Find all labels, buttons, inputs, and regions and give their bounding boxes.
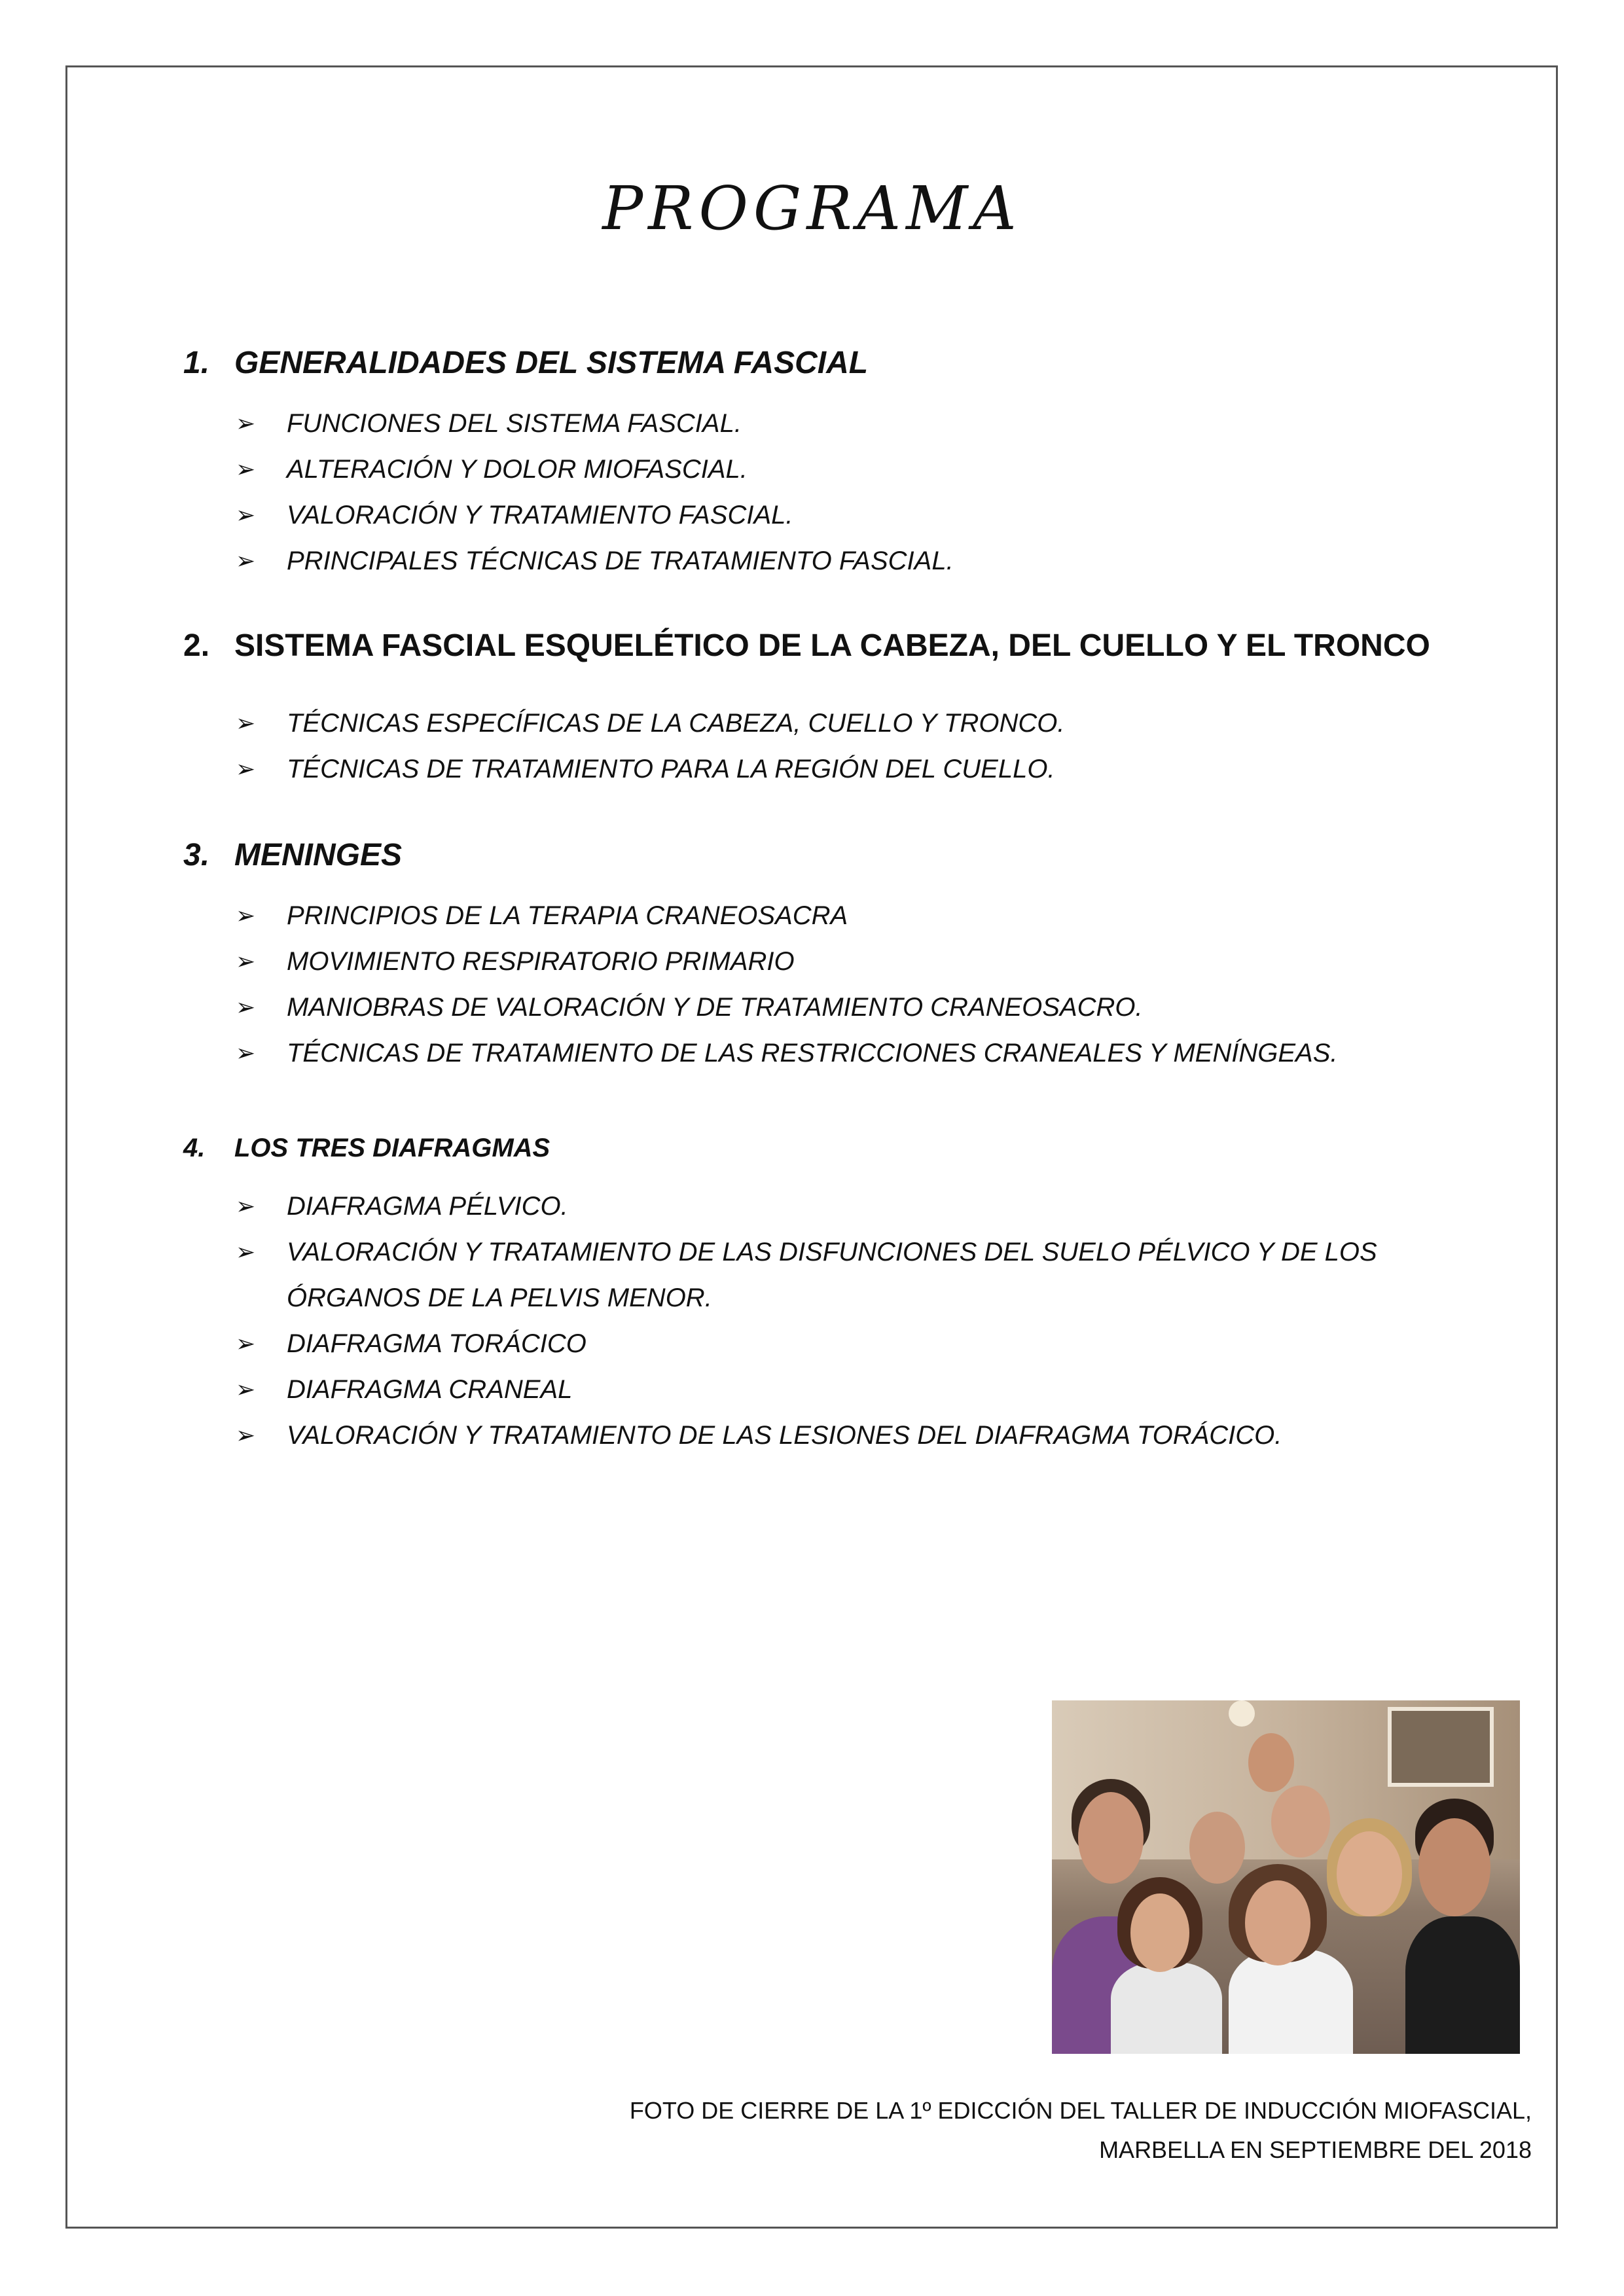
- list-item: [183, 1183, 1466, 1229]
- caption-line-2: MARBELLA EN SEPTIEMBRE DEL 2018: [1099, 2136, 1532, 2163]
- photo-person: [1245, 1880, 1310, 1965]
- arrowhead-bullet-icon: ➢: [236, 1376, 256, 1403]
- section-heading: [183, 1127, 1466, 1169]
- list-item-text: DIAFRAGMA PÉLVICO.: [287, 1192, 568, 1221]
- photo-person: [1271, 1785, 1330, 1857]
- photo-ceiling-lamp: [1229, 1700, 1255, 1727]
- caption-line-1: FOTO DE CIERRE DE LA 1º EDICCIÓN DEL TALLER DE INDUCCIÓN MIOFASCIAL,: [629, 2097, 1532, 2124]
- photo-person: [1229, 1949, 1353, 2054]
- photo-window: [1388, 1707, 1494, 1787]
- page-title: PROGRAMA: [602, 173, 1022, 243]
- list-item-text: MANIOBRAS DE VALORACIÓN Y DE TRATAMIENTO CRANEOSACRO.: [287, 993, 1143, 1022]
- arrowhead-bullet-icon: ➢: [236, 1422, 256, 1448]
- arrowhead-bullet-icon: ➢: [236, 456, 256, 482]
- section-number: 3.: [183, 838, 210, 872]
- list-item-text: PRINCIPIOS DE LA TERAPIA CRANEOSACRA: [287, 901, 848, 930]
- photo-caption: [393, 2091, 1532, 2170]
- section-number: 1.: [183, 346, 210, 380]
- section-heading: [183, 340, 1466, 386]
- list-item: [183, 893, 1466, 939]
- section-items: [183, 1183, 1466, 1458]
- section-meninges: [183, 833, 1466, 1076]
- list-item-text: DIAFRAGMA CRANEAL: [287, 1375, 573, 1404]
- section-number: 4.: [183, 1134, 206, 1162]
- arrowhead-bullet-icon: ➢: [236, 902, 256, 929]
- list-item-text: FUNCIONES DEL SISTEMA FASCIAL.: [287, 409, 742, 438]
- list-item: [183, 1367, 1466, 1412]
- arrowhead-bullet-icon: ➢: [236, 948, 256, 975]
- list-item: [183, 984, 1466, 1030]
- list-item-text: DIAFRAGMA TORÁCICO: [287, 1329, 586, 1358]
- photo-person: [1337, 1831, 1402, 1916]
- arrowhead-bullet-icon: ➢: [236, 1039, 256, 1066]
- list-item: [183, 492, 1466, 538]
- photo-person: [1130, 1893, 1189, 1972]
- section-title: SISTEMA FASCIAL ESQUELÉTICO DE LA CABEZA, DEL CUELLO Y EL TRONCO: [234, 628, 1430, 663]
- arrowhead-bullet-icon: ➢: [236, 1238, 256, 1265]
- arrowhead-bullet-icon: ➢: [236, 1193, 256, 1219]
- list-item-text: TÉCNICAS ESPECÍFICAS DE LA CABEZA, CUELLO Y TRONCO.: [287, 709, 1065, 738]
- list-item: [183, 446, 1466, 492]
- section-heading: [183, 833, 1466, 878]
- list-item-text: VALORACIÓN Y TRATAMIENTO DE LAS DISFUNCIONES DEL SUELO PÉLVICO Y DE LOS ÓRGANOS DE LA PELVIS MENOR.: [287, 1238, 1377, 1312]
- arrowhead-bullet-icon: ➢: [236, 994, 256, 1020]
- section-items: [183, 401, 1466, 584]
- arrowhead-bullet-icon: ➢: [236, 547, 256, 574]
- section-title: GENERALIDADES DEL SISTEMA FASCIAL: [234, 346, 869, 380]
- arrowhead-bullet-icon: ➢: [236, 709, 256, 736]
- photo-person: [1111, 1962, 1222, 2054]
- section-items: [183, 700, 1466, 792]
- list-item: [183, 746, 1466, 792]
- list-item-text: TÉCNICAS DE TRATAMIENTO PARA LA REGIÓN DEL CUELLO.: [287, 755, 1055, 783]
- photo-person: [1248, 1733, 1294, 1792]
- list-item: [183, 939, 1466, 984]
- list-item-text: VALORACIÓN Y TRATAMIENTO FASCIAL.: [287, 501, 793, 529]
- list-item-text: MOVIMIENTO RESPIRATORIO PRIMARIO: [287, 947, 795, 976]
- section-sistema-fascial-esqueletico: [183, 623, 1466, 792]
- photo-person: [1405, 1916, 1520, 2054]
- list-item-text: PRINCIPALES TÉCNICAS DE TRATAMIENTO FASCIAL.: [287, 547, 954, 575]
- list-item: [183, 1412, 1466, 1458]
- program-sections: [183, 340, 1466, 1458]
- photo-person: [1189, 1812, 1245, 1884]
- section-items: [183, 893, 1466, 1076]
- section-heading: [183, 623, 1466, 669]
- list-item-text: TÉCNICAS DE TRATAMIENTO DE LAS RESTRICCIONES CRANEALES Y MENÍNGEAS.: [287, 1039, 1338, 1067]
- list-item-text: VALORACIÓN Y TRATAMIENTO DE LAS LESIONES DEL DIAFRAGMA TORÁCICO.: [287, 1421, 1282, 1450]
- list-item: [183, 538, 1466, 584]
- photo-person: [1078, 1792, 1144, 1884]
- photo-person: [1418, 1818, 1490, 1916]
- arrowhead-bullet-icon: ➢: [236, 410, 256, 437]
- arrowhead-bullet-icon: ➢: [236, 501, 256, 528]
- section-number: 2.: [183, 628, 210, 663]
- list-item-text: ALTERACIÓN Y DOLOR MIOFASCIAL.: [287, 455, 748, 484]
- arrowhead-bullet-icon: ➢: [236, 1330, 256, 1357]
- section-title: MENINGES: [234, 838, 403, 872]
- list-item: [183, 1321, 1466, 1367]
- arrowhead-bullet-icon: ➢: [236, 755, 256, 782]
- section-tres-diafragmas: [183, 1127, 1466, 1458]
- list-item: [183, 1229, 1466, 1321]
- list-item: [183, 700, 1466, 746]
- section-title: LOS TRES DIAFRAGMAS: [234, 1134, 550, 1162]
- group-photo: [1052, 1700, 1520, 2054]
- list-item: [183, 1030, 1466, 1076]
- section-generalidades: [183, 340, 1466, 584]
- list-item: [183, 401, 1466, 446]
